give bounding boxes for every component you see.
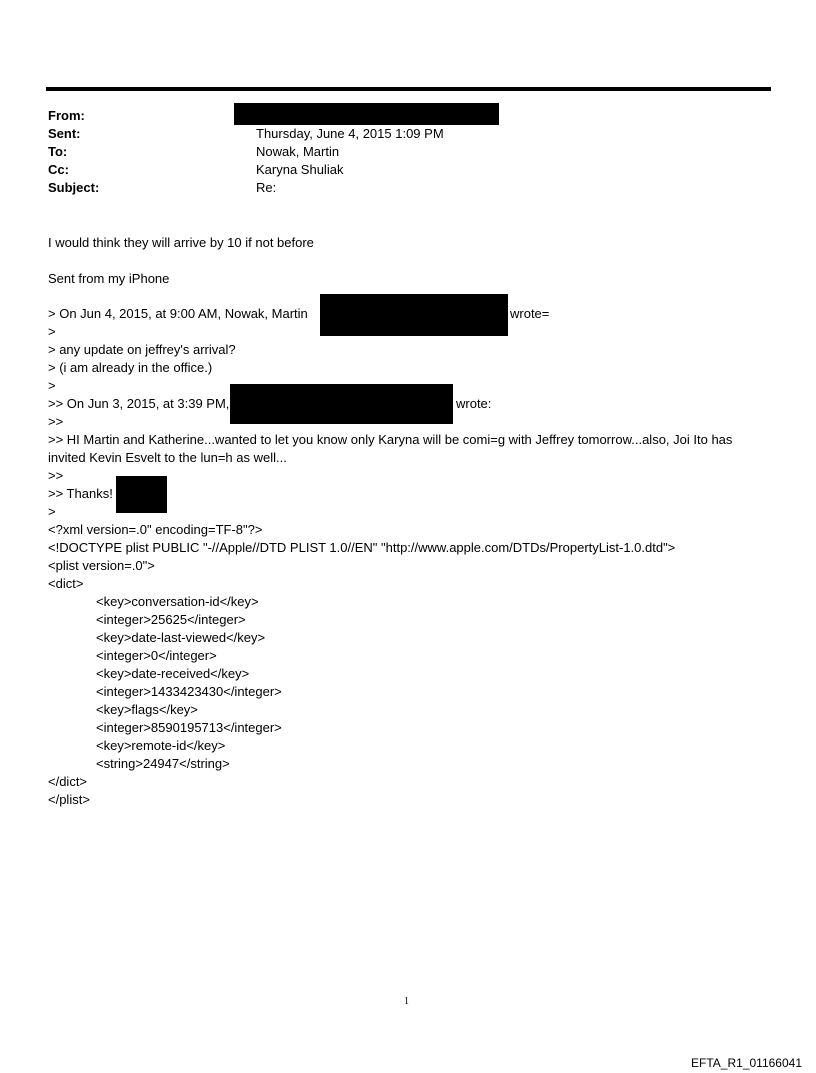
cc-label: Cc: <box>48 162 69 177</box>
xml-line: <key>date-received</key> <box>96 666 250 681</box>
quote-line: >> On Jun 3, 2015, at 3:39 PM, <box>48 396 230 411</box>
from-label: From: <box>48 108 85 123</box>
redaction-email-2 <box>230 384 453 424</box>
subject-value: Re: <box>256 180 277 195</box>
redaction-from <box>234 103 499 125</box>
quote-line: >> Thanks! <box>48 486 113 501</box>
xml-line: <?xml version=.0" encoding=TF-8"?> <box>48 522 263 537</box>
redaction-email-1 <box>320 294 508 336</box>
quote-line: > (i am already in the office.) <box>48 360 213 375</box>
xml-line: <integer>25625</integer> <box>96 612 246 627</box>
sent-value: Thursday, June 4, 2015 1:09 PM <box>256 126 444 141</box>
xml-line: <plist version=.0"> <box>48 558 155 573</box>
quote-line: > any update on jeffrey's arrival? <box>48 342 236 357</box>
quote-line: >> <box>48 414 64 429</box>
xml-line: <key>conversation-id</key> <box>96 594 259 609</box>
quote-line: > <box>48 504 56 519</box>
to-label: To: <box>48 144 68 159</box>
xml-line: </plist> <box>48 792 90 807</box>
quote-line: invited Kevin Esvelt to the lun=h as well... <box>48 450 287 465</box>
redaction-signature <box>116 476 167 513</box>
xml-line: <integer>8590195713</integer> <box>96 720 282 735</box>
to-value: Nowak, Martin <box>256 144 340 159</box>
xml-line: <string>24947</string> <box>96 756 230 771</box>
quote-line: >> <box>48 468 64 483</box>
xml-line: <key>remote-id</key> <box>96 738 226 753</box>
xml-line: <!DOCTYPE plist PUBLIC "-//Apple//DTD PLIST 1.0//EN" "http://www.apple.com/DTDs/PropertyList-1.0.dtd"> <box>48 540 676 555</box>
xml-line: <dict> <box>48 576 84 591</box>
quote-suffix: wrote: <box>456 396 492 411</box>
signature-line: Sent from my iPhone <box>48 271 170 286</box>
body-line: I would think they will arrive by 10 if not before <box>48 235 314 250</box>
quote-suffix: wrote= <box>510 306 550 321</box>
xml-line: <integer>1433423430</integer> <box>96 684 282 699</box>
sent-label: Sent: <box>48 126 81 141</box>
document-id: EFTA_R1_01166041 <box>691 1056 802 1070</box>
header-rule <box>46 87 771 91</box>
xml-line: <key>date-last-viewed</key> <box>96 630 266 645</box>
xml-line: <key>flags</key> <box>96 702 198 717</box>
quote-line: > <box>48 324 56 339</box>
subject-label: Subject: <box>48 180 100 195</box>
xml-line: <integer>0</integer> <box>96 648 217 663</box>
cc-value: Karyna Shuliak <box>256 162 344 177</box>
page-number: 1 <box>404 996 409 1007</box>
quote-line: > On Jun 4, 2015, at 9:00 AM, Nowak, Martin <box>48 306 308 321</box>
xml-line: </dict> <box>48 774 88 789</box>
quote-line: > <box>48 378 56 393</box>
quote-line: >> HI Martin and Katherine...wanted to let you know only Karyna will be comi=g with Jeffrey tomorrow...also, Joi Ito has <box>48 432 733 447</box>
